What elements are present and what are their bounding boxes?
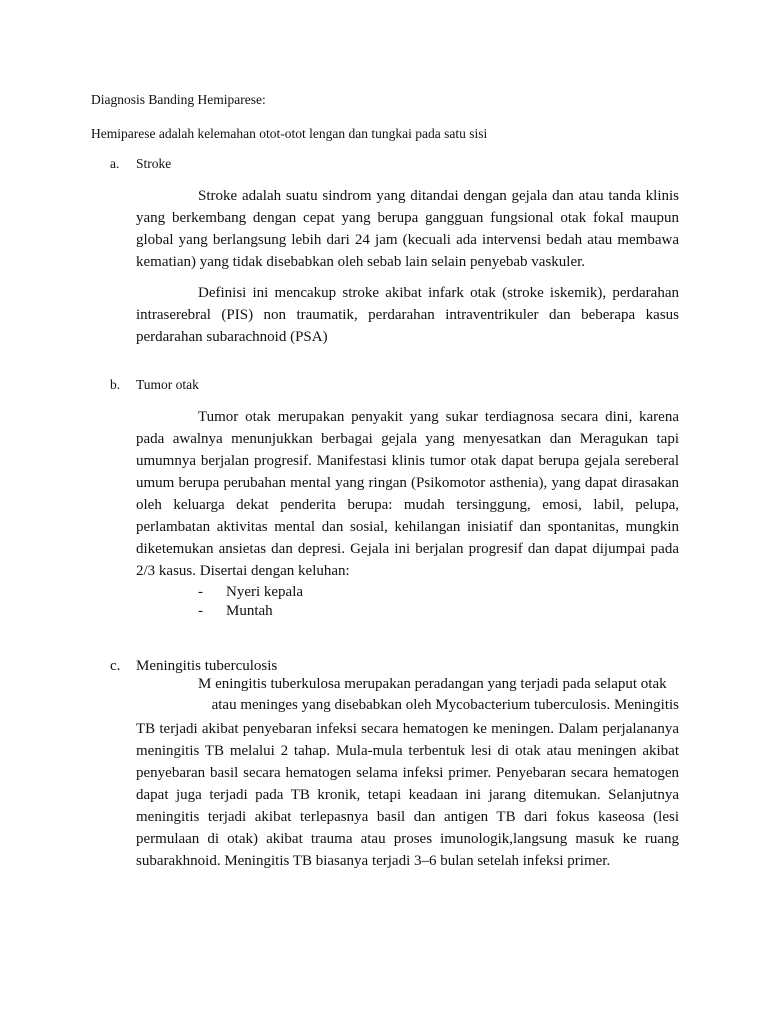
bullet-dash: - <box>198 603 203 619</box>
meningitis-line-2: atau meninges yang disebabkan oleh Mycobacterium tuberculosis. Meningitis <box>211 697 679 713</box>
bullet-nyeri-kepala: Nyeri kepala <box>226 584 304 600</box>
stroke-paragraph-2: Definisi ini mencakup stroke akibat infark otak (stroke iskemik), perdarahan intraserebral (PIS) non traumatik, perdarahan intraventrikuler dan beberapa kasus perdarahan subarachnoid (PSA) <box>136 285 679 345</box>
section-c-heading: Meningitis tuberculosis <box>136 658 278 674</box>
tumor-paragraph-1: Tumor otak merupakan penyakit yang sukar terdiagnosa secara dini, karena pada awalnya menunjukkan berbagai gejala yang menyesatkan dan Meragukan tapi umumnya berjalan progresif. Manifestasi klinis tumor otak dapat berupa gejala sereberal umum berupa perubahan mental yang ringan (Psikomotor asthenia), yang dapat dirasakan oleh keluarga dekat penderita berupa: mudah tersinggung, emosi, labil, pelupa, perlambatan aktivitas mental dan sosial, kehilangan inisiatif dan spontanitas, mungkin diketemukan ansietas dan depresi. Gejala ini berjalan progresif dan dapat dijumpai pada 2/3 kasus. Disertai dengan keluhan: <box>136 409 679 579</box>
section-a-marker: a. <box>110 156 120 171</box>
section-b-heading: Tumor otak <box>136 377 199 392</box>
section-b-marker: b. <box>110 377 121 392</box>
document-title: Diagnosis Banding Hemiparese: <box>91 92 266 107</box>
stroke-paragraph-1: Stroke adalah suatu sindrom yang ditandai dengan gejala dan atau tanda klinis yang berkembang dengan cepat yang berupa gangguan fungsional otak fokal maupun global yang berlangsung lebih dari 24 jam (kecuali ada intervensi bedah atau membawa kematian) yang tidak disebabkan oleh sebab lain selain penyebab vaskuler. <box>136 188 679 270</box>
bullet-dash: - <box>198 584 203 600</box>
section-a-heading: Stroke <box>136 156 172 171</box>
meningitis-paragraph: TB terjadi akibat penyebaran infeksi secara hematogen ke meningen. Dalam perjalananya meningitis TB melalui 2 tahap. Mula-mula terbentuk lesi di otak atau meningen akibat penyebaran basil secara hematogen selama infeksi primer. Penyebaran secara hematogen dapat juga terjadi pada TB kronik, tetapi keadaan ini jarang ditemukan. Selanjutnya meningitis terjadi akibat terlepasnya basil dan antigen TB dari fokus kaseosa (lesi permulaan di otak) akibat trauma atau proses imunologik,langsung masuk ke ruang subarakhnoid. Meningitis TB biasanya terjadi 3–6 bulan setelah infeksi primer. <box>136 721 679 869</box>
meningitis-line-1: M eningitis tuberkulosa merupakan peradangan yang terjadi pada selaput otak <box>198 676 667 692</box>
intro-line: Hemiparese adalah kelemahan otot-otot lengan dan tungkai pada satu sisi <box>91 126 488 141</box>
bullet-muntah: Muntah <box>226 603 273 619</box>
section-c-marker: c. <box>110 658 121 674</box>
